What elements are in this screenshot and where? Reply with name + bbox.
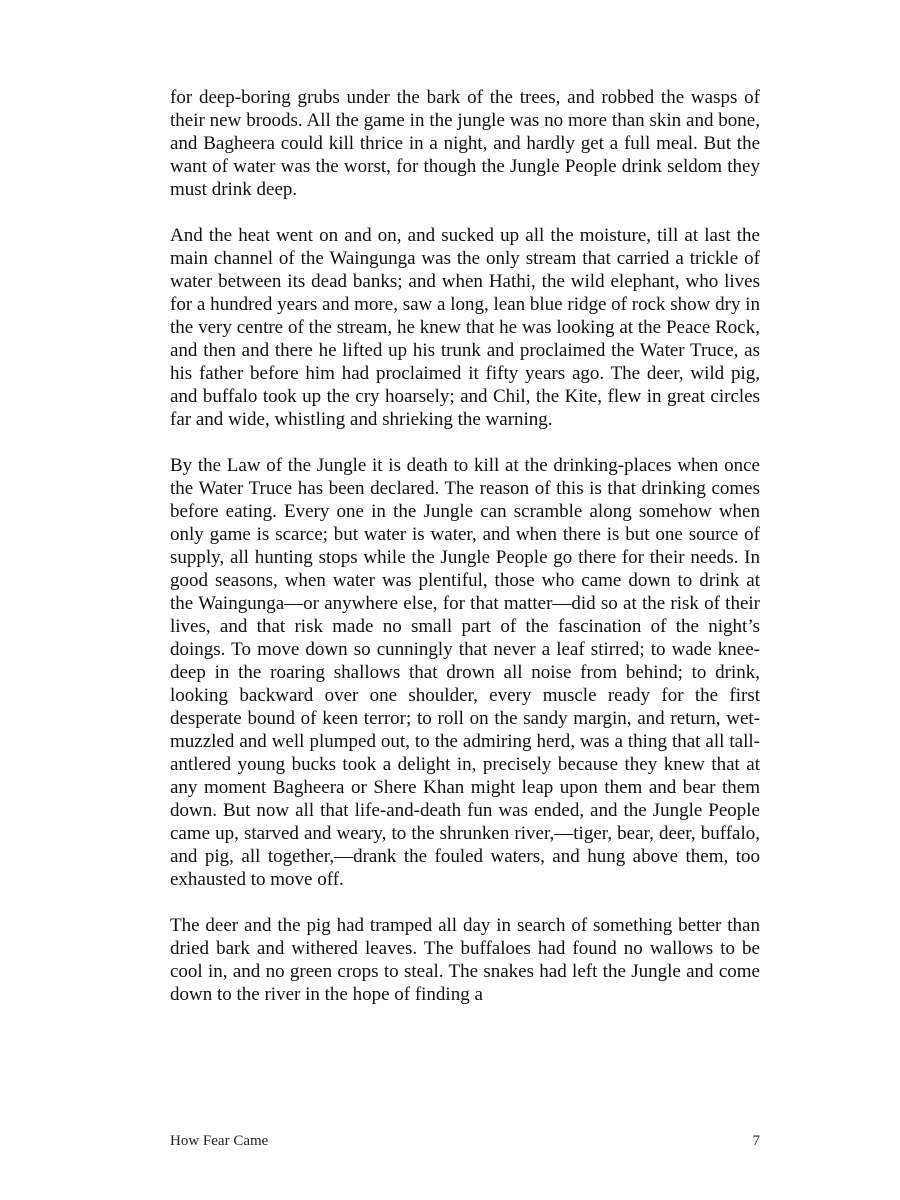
paragraph: The deer and the pig had tramped all day in search of something better than dried bark and withered leaves. The buffaloes had found no wallows to be cool in, and no green crops to steal. The snakes had left the Jungle and come down to the river in the hope of finding a (170, 915, 760, 1005)
paragraph: By the Law of the Jungle it is death to kill at the drinking-places when once the Water Truce has been declared. The reason of this is that drinking comes before eating. Every one in the Jungle can scramble along somehow when only game is scarce; but water is water, and when there is but one source of supply, all hunting stops while the Jungle People go there for their needs. In good seasons, when water was plentiful, those who came down to drink at the Waingunga—or anywhere else, for that matter—did so at the risk of their lives, and that risk made no small part of the fascination of the night’s doings. To move down so cunningly that never a leaf stirred; to wade knee-deep in the roaring shallows that drown all noise from behind; to drink, looking backward over one shoulder, every muscle ready for the first desperate bound of keen terror; to roll on the sandy margin, and return, wet-muzzled and well plumped out, to the admiring herd, was a thing that all tall-antlered young bucks took a delight in, precisely because they knew that at any moment Bagheera or Shere Khan might leap upon them and bear them down. But now all that life-and-death fun was ended, and the Jungle People came up, starved and weary, to the shrunken river,—tiger, bear, deer, buffalo, and pig, all together,—drank the fouled waters, and hung above them, too exhausted to move off. (170, 455, 760, 890)
page-number: 7 (752, 1133, 760, 1149)
footer-title: How Fear Came (170, 1133, 269, 1149)
paragraph: And the heat went on and on, and sucked up all the moisture, till at last the main channel of the Waingunga was the only stream that carried a trickle of water between its dead banks; and when Hathi, the wild elephant, who lives for a hundred years and more, saw a long, lean blue ridge of rock show dry in the very centre of the stream, he knew that he was looking at the Peace Rock, and then and there he lifted up his trunk and proclaimed the Water Truce, as his father before him had proclaimed it fifty years ago. The deer, wild pig, and buffalo took up the cry hoarsely; and Chil, the Kite, flew in great circles far and wide, whistling and shrieking the warning. (170, 225, 760, 430)
body-text (170, 86, 760, 1006)
paragraph: for deep-boring grubs under the bark of the trees, and robbed the wasps of their new broods. All the game in the jungle was no more than skin and bone, and Bagheera could kill thrice in a night, and hardly get a full meal. But the want of water was the worst, for though the Jungle People drink seldom they must drink deep. (170, 87, 760, 200)
